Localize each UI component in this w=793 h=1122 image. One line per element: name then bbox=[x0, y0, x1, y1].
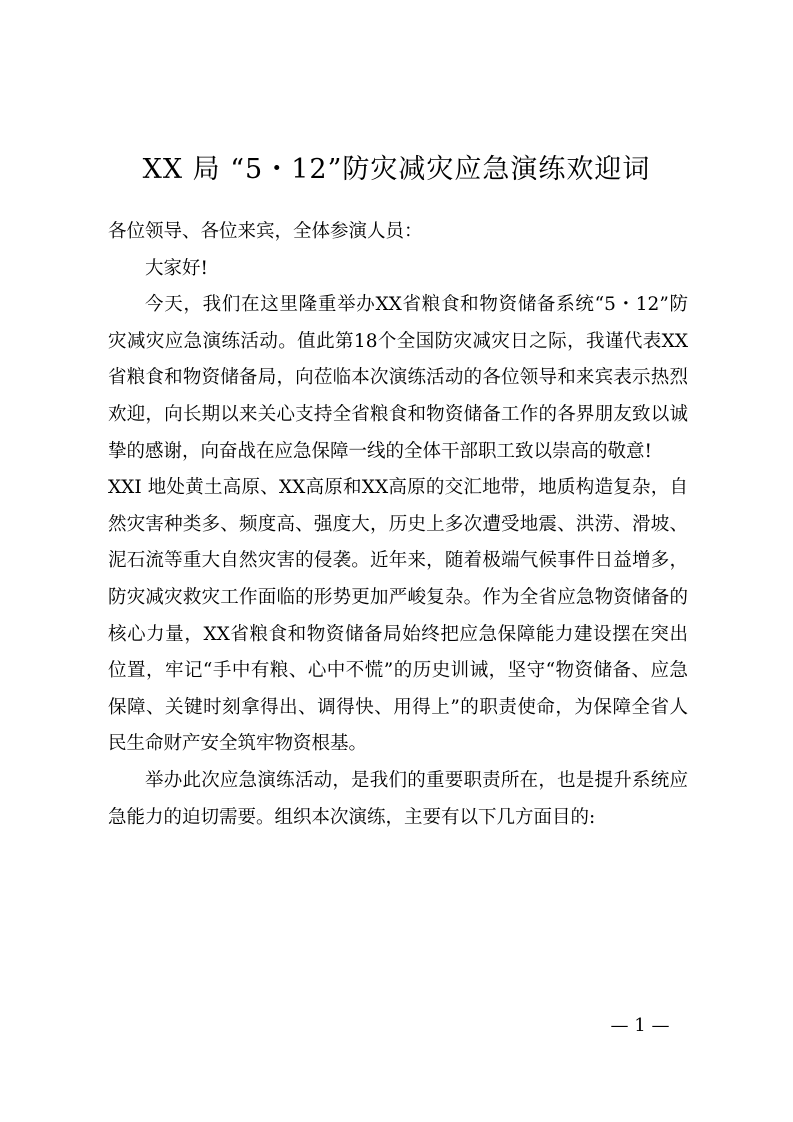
paragraph-purpose: 举办此次应急演练活动，是我们的重要职责所在，也是提升系统应急能力的迫切需要。组织本次演练，主要有以下几方面目的: bbox=[108, 769, 688, 828]
document-title: XX 局 “5・12”防灾减灾应急演练欢迎词 bbox=[142, 154, 651, 185]
paragraph-welcome: 今天，我们在这里隆重举办XX省粮食和物资储备系统“5・12”防灾减灾应急演练活动。值此第18个全国防灾减灾日之际，我谨代表XX省粮食和物资储备局，向莅临本次演练活动的各位领导和来宾表示热烈欢迎，向长期以来关心支持全省粮食和物资储备工作的各界朋友致以诚挚的感谢，向奋战在应急保障一线的全体干部职工致以崇高的敬意! bbox=[108, 294, 688, 462]
page-number: — 1 — bbox=[610, 1015, 670, 1036]
paragraph-background: XXI 地处黄土高原、XX高原和XX高原的交汇地带，地质构造复杂，自然灾害种类多、频度高、强度大，历史上多次遭受地震、洪涝、滑坡、泥石流等重大自然灾害的侵袭。近年来，随着极端气候事件日益增多，防灾减灾救灾工作面临的形势更加严峻复杂。作为全省应急物资储备的核心力量，XX省粮食和物资储备局始终把应急保障能力建设摆在突出位置，牢记“手中有粮、心中不慌”的历史训诫，坚守“物资储备、应急保障、关键时刻拿得出、调得快、用得上”的职责使命，为保障全省人民生命财产安全筑牢物资根基。 bbox=[108, 477, 688, 755]
salutation: 各位领导、各位来宾，全体参演人员： bbox=[108, 221, 423, 242]
document-body bbox=[108, 214, 688, 836]
paragraph-greeting: 大家好! bbox=[145, 257, 208, 279]
